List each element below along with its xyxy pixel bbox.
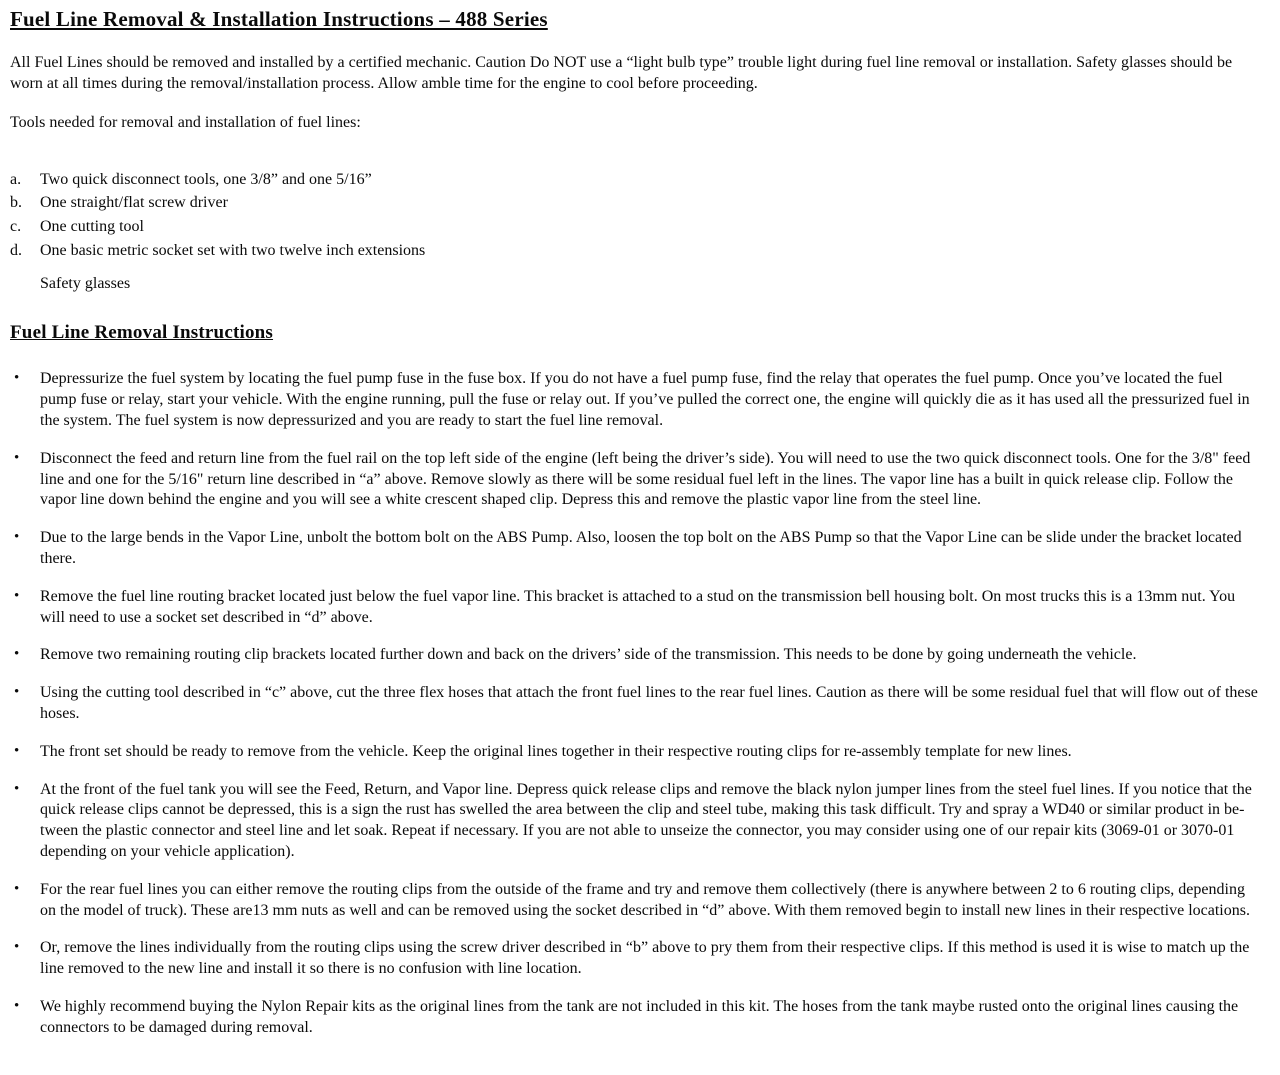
bullet-icon: • xyxy=(14,587,20,604)
tool-item xyxy=(10,217,1264,238)
instruction-item xyxy=(10,587,1264,629)
instruction-text: Remove the fuel line routing bracket located just below the fuel vapor line. This bracket is attached to a stud on the transmission bell housing bolt. On most trucks this is a 13mm nut. You will need to use a socket set described in “d” above. xyxy=(40,587,1236,626)
section-heading-removal: Fuel Line Removal Instructions xyxy=(10,321,274,343)
instruction-item xyxy=(10,683,1264,725)
instruction-item xyxy=(10,449,1264,511)
bullet-icon: • xyxy=(14,370,20,387)
instruction-text: At the front of the fuel tank you will see the Feed, Return, and Vapor line. Depress quick release clips and remove the black nylon jumper lines from the steel fuel lines. If you notice that the quick release clips cannot be depressed, this is a sign the rust has swelled the area between the clip and steel tube, making this task difficult. Try and spray a WD40 or similar product in be-tween the plastic connector and steel line and let soak. Repeat if necessary. If you are not able to unseize the connector, you may consider using one of our repair kits (3069-01 or 3070-01 depending on your vehicle application). xyxy=(40,780,1252,860)
tool-item-text: One cutting tool xyxy=(40,218,144,236)
bullet-icon: • xyxy=(14,880,20,897)
instruction-text: Depressurize the fuel system by locating the fuel pump fuse in the fuse box. If you do not have a fuel pump fuse, find the relay that operates the fuel pump. Once you’ve located the fuel pump fuse or relay, start your vehicle. With the engine running, pull the fuse or relay out. If you’ve pulled the correct one, the engine will quickly die as it has used all the pressurized fuel in the system. The fuel system is now depressurized and you are ready to start the fuel line removal. xyxy=(40,370,1250,429)
instruction-text: Due to the large bends in the Vapor Line, unbolt the bottom bolt on the ABS Pump. Also, loosen the top bolt on the ABS Pump so that the Vapor Line can be slide under the bracket located there. xyxy=(40,529,1242,567)
bullet-icon: • xyxy=(14,997,20,1014)
tool-item-text: Two quick disconnect tools, one 3/8” and one 5/16” xyxy=(40,170,372,188)
instruction-text: Disconnect the feed and return line from the fuel rail on the top left side of the engine (left being the driver’s side). You will need to use the two quick disconnect tools. One for the 3/8" feed line and one for the 5/16" return line described in “a” above. Remove slowly as there will be some residual fuel left in the lines. The vapor line has a built in quick release clip. Follow the vapor line down behind the engine and you will see a white crescent shaped clip. Depress this and remove the plastic vapor line from the steel line. xyxy=(40,449,1251,509)
intro-paragraph: All Fuel Lines should be removed and installed by a certified mechanic. Caution Do NOT use a “light bulb type” trouble light during fuel line removal or installation. Safety glasses should be worn at all times during the removal/installation process. Allow amble time for the engine to cool before proceeding. xyxy=(10,54,1233,93)
tool-item-marker: c. xyxy=(10,218,22,236)
instruction-item xyxy=(10,780,1264,863)
bullet-icon: • xyxy=(14,742,20,759)
bullet-icon: • xyxy=(14,646,20,663)
instruction-item xyxy=(10,880,1264,922)
instruction-item xyxy=(10,997,1264,1039)
removal-instructions-list xyxy=(10,369,1264,1038)
tool-item-marker: b. xyxy=(10,194,22,212)
tool-item-text: One straight/flat screw driver xyxy=(40,194,228,212)
bullet-icon: • xyxy=(14,939,20,956)
instruction-text: Using the cutting tool described in “c” above, cut the three flex hoses that attach the front fuel lines to the rear fuel lines. Caution as there will be some residual fuel that will flow out of these hoses. xyxy=(40,684,1258,722)
tool-item xyxy=(10,170,1264,191)
tool-item-marker: a. xyxy=(10,170,22,188)
tool-item-marker: d. xyxy=(10,242,22,260)
instruction-text: Remove two remaining routing clip brackets located further down and back on the drivers’ side of the transmission. This needs to be done by going underneath the vehicle. xyxy=(40,646,1137,664)
instruction-text: The front set should be ready to remove from the vehicle. Keep the original lines together in their respective routing clips for re-assembly template for new lines. xyxy=(40,742,1072,760)
tools-intro: Tools needed for removal and installation of fuel lines: xyxy=(10,113,361,131)
instruction-text: Or, remove the lines individually from the routing clips using the screw driver described in “b” above to pry them from their respective clips. If this method is used it is wise to match up the line removed to the new line and install it so there is no confusion with line location. xyxy=(40,939,1250,978)
instruction-item xyxy=(10,742,1264,763)
instruction-item xyxy=(10,528,1264,570)
instruction-item xyxy=(10,369,1264,431)
instruction-text: We highly recommend buying the Nylon Repair kits as the original lines from the tank are not included in this kit. The hoses from the tank maybe rusted onto the original lines causing the connectors to be damaged during removal. xyxy=(40,997,1239,1036)
document-title: Fuel Line Removal & Installation Instructions – 488 Series xyxy=(10,7,548,31)
instruction-item xyxy=(10,938,1264,980)
bullet-icon: • xyxy=(14,449,20,466)
instruction-item xyxy=(10,645,1264,666)
tool-item xyxy=(10,241,1264,262)
tool-item xyxy=(10,193,1264,214)
tools-extra-line: Safety glasses xyxy=(40,274,131,292)
bullet-icon: • xyxy=(14,780,20,797)
bullet-icon: • xyxy=(14,684,20,701)
tool-item-text: One basic metric socket set with two twelve inch extensions xyxy=(40,242,426,260)
instruction-text: For the rear fuel lines you can either remove the routing clips from the outside of the frame and try and remove them collectively (there is anywhere between 2 to 6 routing clips, depending on the model of truck). These are13 mm nuts as well and can be removed using the socket described in “d” above. With them removed begin to install new lines in their respective locations. xyxy=(40,880,1250,919)
tools-list xyxy=(10,170,1264,262)
bullet-icon: • xyxy=(14,529,20,546)
